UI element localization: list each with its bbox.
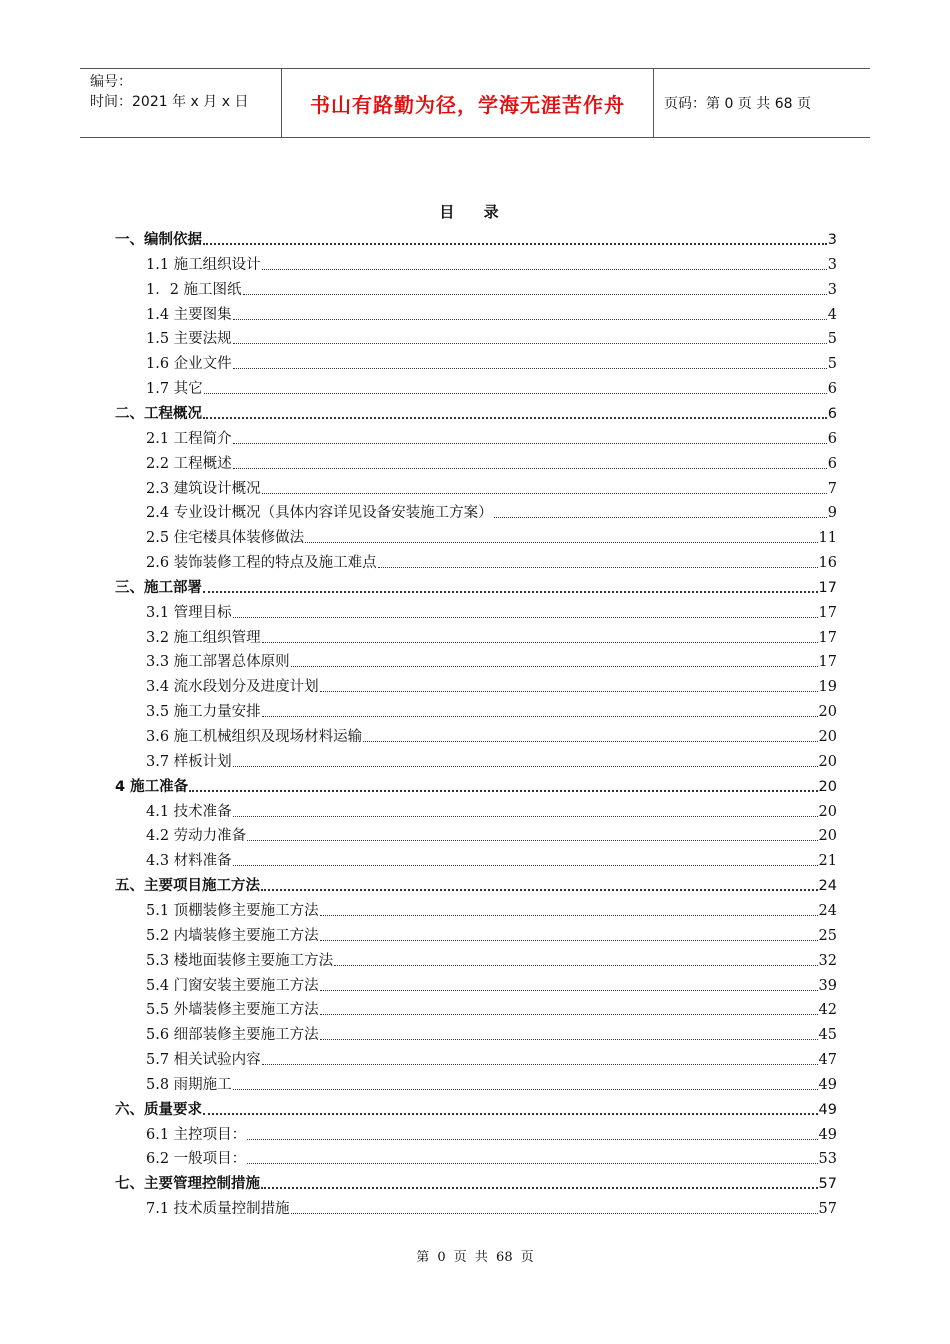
toc-dot-leader [291,654,818,667]
toc-entry-page-number: 45 [818,1027,837,1044]
toc-entry-label: 三、施工部署 [115,579,202,596]
toc-entry-label: 5.8 雨期施工 [146,1076,232,1093]
toc-section-entry[interactable] [146,824,837,846]
toc-dot-leader [233,431,827,444]
toc-entry-label: 1.5 主要法规 [146,331,232,348]
toc-section-entry[interactable] [146,551,837,573]
toc-section-entry[interactable] [146,601,837,623]
toc-entry-page-number: 20 [818,778,837,795]
toc-entry-page-number: 21 [818,853,837,870]
toc-dot-leader [203,579,818,593]
toc-dot-leader [262,257,827,270]
motto-text: 书山有路勤为径，学海无涯苦作舟 [310,92,625,117]
toc-section-entry[interactable] [146,700,837,722]
toc-entry-label: 3.6 施工机械组织及现场材料运输 [146,729,363,745]
toc-chapter-entry[interactable] [115,1172,837,1194]
toc-section-entry[interactable] [146,352,837,374]
toc-entry-page-number: 7 [827,480,837,497]
toc-dot-leader [233,605,818,618]
toc-dot-leader [203,405,827,419]
toc-dot-leader [378,555,818,568]
toc-dot-leader [262,1052,818,1065]
toc-section-entry[interactable] [146,526,837,548]
header-page-info [654,69,870,137]
toc-dot-leader [334,953,817,966]
toc-dot-leader [320,978,818,991]
toc-entry-page-number: 6 [827,430,837,447]
toc-dot-leader [233,331,827,344]
toc-section-entry[interactable] [146,974,837,996]
page-header [80,68,870,138]
toc-entry-page-number: 17 [818,579,837,596]
toc-dot-leader [261,877,818,891]
toc-chapter-entry[interactable] [115,1098,837,1120]
toc-entry-page-number: 25 [818,927,837,944]
toc-entry-label: 2.3 建筑设计概况 [146,480,261,497]
toc-entry-page-number: 19 [818,679,837,696]
toc-dot-leader [262,481,827,494]
toc-entry-label: 3.7 样板计划 [146,753,232,770]
toc-section-entry[interactable] [146,899,837,921]
document-date-label: 时间：2021 年 x 月 x 日 [90,94,249,110]
toc-dot-leader [320,679,818,692]
toc-section-entry[interactable] [146,253,837,275]
toc-dot-leader [233,1077,818,1090]
toc-entry-label: 4.2 劳动力准备 [146,828,247,845]
toc-dot-leader [305,530,817,543]
toc-section-entry[interactable] [146,1123,837,1145]
toc-section-entry[interactable] [146,998,837,1020]
toc-entry-label: 5.6 细部装修主要施工方法 [146,1027,319,1044]
toc-section-entry[interactable] [146,278,837,300]
toc-chapter-entry[interactable] [115,874,837,896]
toc-section-entry[interactable] [146,452,837,474]
toc-entry-page-number: 57 [818,1201,837,1218]
toc-dot-leader [247,1127,817,1140]
page-info-text: 页码：第 0 页 共 68 页 [664,96,811,112]
toc-entry-label: 5.5 外墙装修主要施工方法 [146,1002,319,1019]
toc-section-entry[interactable] [146,327,837,349]
toc-entry-label: 2.2 工程概述 [146,455,232,472]
toc-dot-leader [233,456,827,469]
toc-section-entry[interactable] [146,800,837,822]
toc-dot-leader [204,381,827,394]
toc-entry-page-number: 24 [818,902,837,919]
toc-section-entry[interactable] [146,1048,837,1070]
toc-entry-page-number: 20 [818,753,837,770]
toc-chapter-entry[interactable] [115,576,837,598]
toc-entry-page-number: 57 [818,1176,837,1193]
toc-dot-leader [320,1002,818,1015]
toc-dot-leader [189,778,817,792]
toc-dot-leader [262,630,818,643]
toc-section-entry[interactable] [146,675,837,697]
toc-entry-label: 2.1 工程简介 [146,430,232,447]
toc-entry-page-number: 17 [818,654,837,671]
toc-section-entry[interactable] [146,501,837,523]
toc-entry-label: 五、主要项目施工方法 [115,878,260,895]
toc-entry-label: 六、质量要求 [115,1101,202,1118]
toc-entry-page-number: 53 [818,1151,837,1168]
toc-entry-label: 5.7 相关试验内容 [146,1052,261,1069]
toc-entry-label: 1.1 施工组织设计 [146,256,261,273]
toc-dot-leader [243,282,827,295]
toc-section-entry[interactable] [146,725,837,747]
toc-section-entry[interactable] [146,377,837,399]
toc-dot-leader [233,853,818,866]
toc-dot-leader [320,928,818,941]
toc-section-entry[interactable] [146,750,837,772]
toc-dot-leader [233,307,827,320]
toc-entry-page-number: 17 [818,629,837,646]
header-motto [281,69,654,137]
toc-section-entry[interactable] [146,1073,837,1095]
toc-entry-page-number: 42 [818,1002,837,1019]
toc-dot-leader [247,1151,817,1164]
toc-entry-page-number: 17 [818,604,837,621]
toc-entry-label: 1.7 其它 [146,381,203,398]
toc-entry-page-number: 39 [818,977,837,994]
toc-entry-label: 1．2 施工图纸 [146,281,242,298]
toc-entry-page-number: 9 [827,505,837,522]
toc-dot-leader [262,704,818,717]
toc-entry-page-number: 6 [827,405,837,422]
toc-dot-leader [233,804,818,817]
toc-entry-page-number: 20 [818,729,837,745]
toc-section-entry[interactable] [146,1023,837,1045]
toc-entry-page-number: 3 [827,232,837,248]
toc-dot-leader [363,729,817,742]
toc-dot-leader [247,828,817,841]
toc-chapter-entry[interactable] [115,402,837,424]
toc-section-entry[interactable] [146,650,837,672]
toc-entry-page-number: 24 [818,878,837,895]
toc-dot-leader [203,1101,818,1115]
toc-dot-leader [320,903,818,916]
toc-entry-label: 1.4 主要图集 [146,306,232,323]
toc-entry-page-number: 32 [818,952,837,969]
document-number-label: 编号： [90,74,132,90]
toc-entry-page-number: 16 [818,555,837,572]
toc-entry-label: 3.4 流水段划分及进度计划 [146,679,319,696]
toc-entry-page-number: 11 [818,530,837,547]
toc-dot-leader [494,505,827,518]
toc-section-entry[interactable] [146,427,837,449]
toc-entry-page-number: 20 [818,828,837,845]
toc-entry-label: 七、主要管理控制措施 [115,1176,260,1193]
toc-entry-label: 一、编制依据 [115,232,202,248]
toc-entry-page-number: 47 [818,1052,837,1069]
toc-entry-page-number: 4 [827,306,837,323]
toc-section-entry[interactable] [146,924,837,946]
header-meta [80,69,281,137]
toc-chapter-entry[interactable] [115,228,837,250]
toc-entry-label: 二、工程概况 [115,405,202,422]
toc-entry-label: 5.3 楼地面装修主要施工方法 [146,952,334,969]
toc-entry-page-number: 49 [818,1076,837,1093]
toc-chapter-entry[interactable] [115,775,837,797]
toc-section-entry[interactable] [146,1147,837,1169]
toc-entry-page-number: 3 [827,256,837,273]
toc-dot-leader [261,1175,818,1189]
toc-section-entry[interactable] [146,1197,837,1219]
toc-section-entry[interactable] [146,477,837,499]
toc-entry-label: 4.3 材料准备 [146,853,232,870]
toc-entry-label: 2.5 住宅楼具体装修做法 [146,530,305,547]
toc-entry-label: 3.2 施工组织管理 [146,629,261,646]
toc-entry-page-number: 20 [818,803,837,820]
toc-dot-leader [233,356,827,369]
toc-entry-page-number: 6 [827,455,837,472]
toc-entry-page-number: 49 [818,1101,837,1118]
toc-entry-page-number: 20 [818,704,837,721]
toc-entry-label: 2.4 专业设计概况（具体内容详见设备安装施工方案） [146,505,493,522]
toc-entry-label: 5.2 内墙装修主要施工方法 [146,927,319,944]
toc-entry-label: 4.1 技术准备 [146,803,232,820]
toc-entry-label: 5.4 门窗安装主要施工方法 [146,977,319,994]
toc-entry-label: 6.2 一般项目： [146,1151,247,1168]
toc-entry-label: 2.6 装饰装修工程的特点及施工难点 [146,555,377,572]
toc-section-entry[interactable] [146,303,837,325]
toc-dot-leader [320,1027,818,1040]
toc-entry-label: 3.3 施工部署总体原则 [146,654,290,671]
toc-entry-label: 3.1 管理目标 [146,604,232,621]
toc-section-entry[interactable] [146,626,837,648]
page-footer: 第 0 页 共 68 页 [416,1250,534,1265]
toc-entry-page-number: 49 [818,1126,837,1143]
toc-dot-leader [203,231,827,245]
toc-entry-page-number: 5 [827,331,837,348]
toc-section-entry[interactable] [146,849,837,871]
toc-entry-label: 4 施工准备 [115,778,189,795]
toc-dot-leader [291,1201,818,1214]
toc-entry-label: 6.1 主控项目： [146,1126,247,1143]
toc-section-entry[interactable] [146,949,837,971]
toc-entry-label: 7.1 技术质量控制措施 [146,1201,290,1218]
toc-title: 目 录 [439,203,511,221]
toc-dot-leader [233,754,818,767]
toc-entry-page-number: 6 [827,381,837,398]
toc-entry-page-number: 3 [827,281,837,298]
toc-entry-page-number: 5 [827,356,837,373]
toc-entry-label: 1.6 企业文件 [146,356,232,373]
toc-entry-label: 3.5 施工力量安排 [146,704,261,721]
toc-entry-label: 5.1 顶棚装修主要施工方法 [146,902,319,919]
